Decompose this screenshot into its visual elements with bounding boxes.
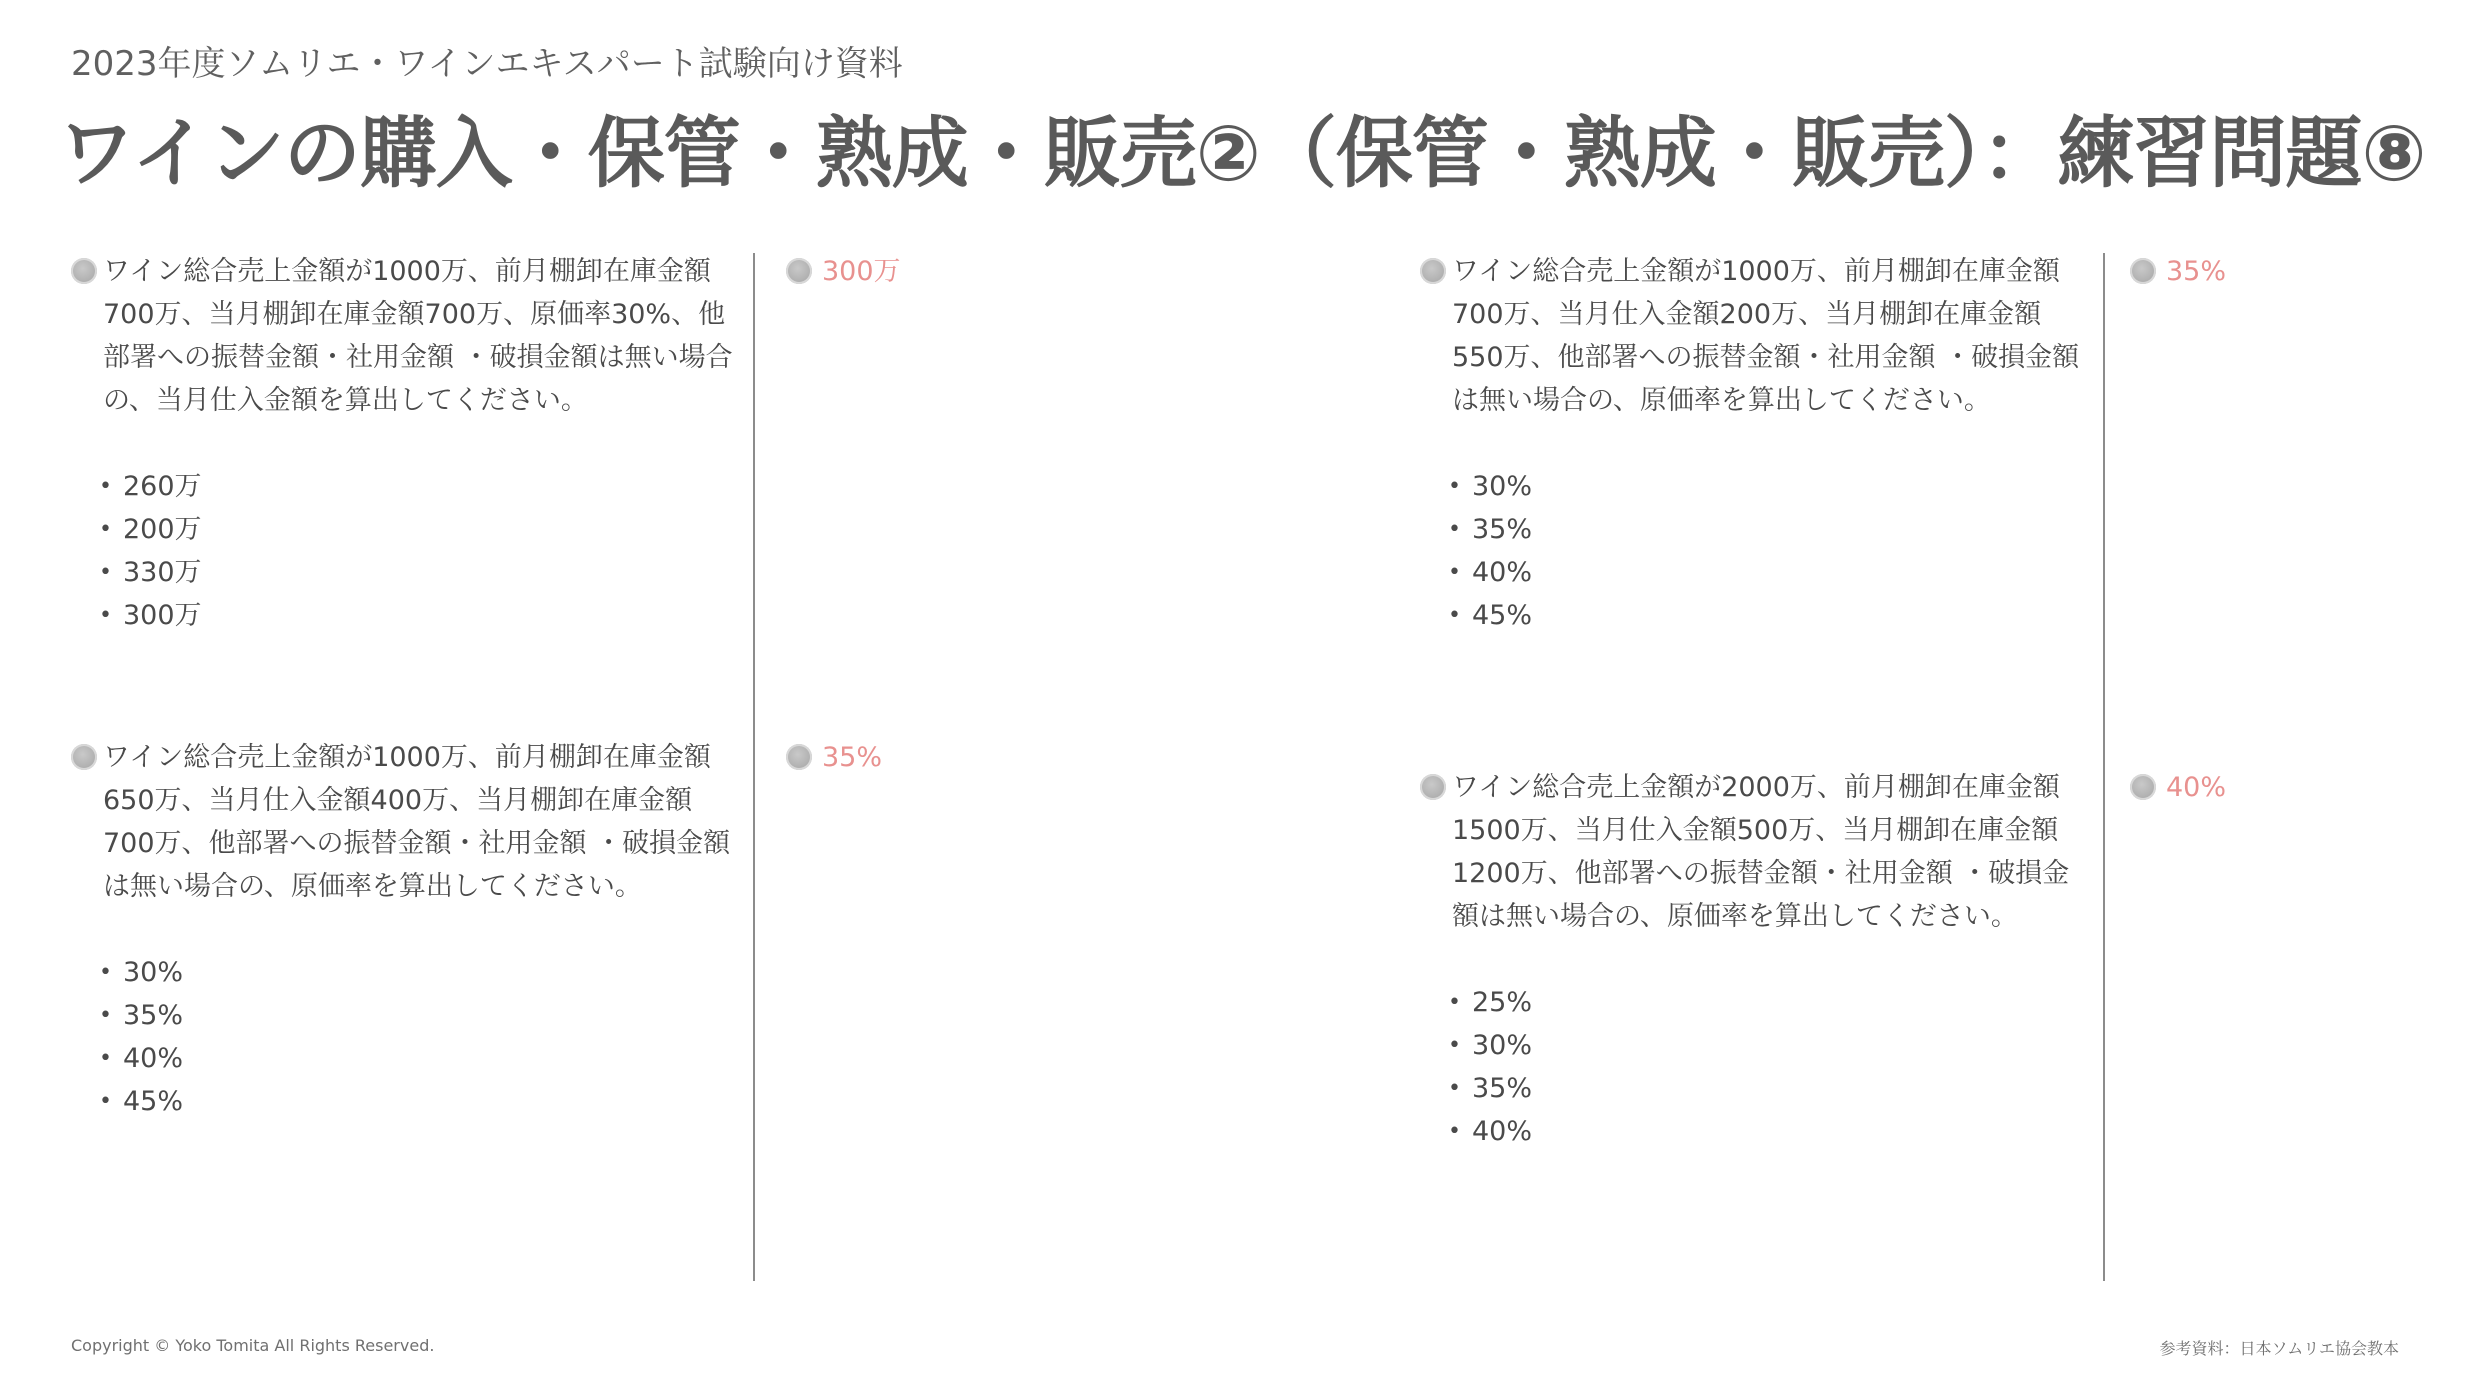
- option-item: • 30%: [1448, 465, 2092, 508]
- page-title: ワインの購入・保管・熟成・販売②（保管・熟成・販売）：練習問題⑧: [58, 110, 2426, 199]
- question-text: ワイン総合売上金額が1000万、前月棚卸在庫金額700万、当月棚卸在庫金額700万、原価率30%、他部署への振替金額・社用金額 ・破損金額は無い場合の、当月仕入金額を算出してください。: [103, 256, 733, 416]
- header-subtitle: 2023年度ソムリエ・ワインエキスパート試験向け資料: [71, 44, 903, 84]
- option-item: • 30%: [99, 951, 743, 994]
- circle-bullet-icon: [71, 258, 97, 284]
- answer-text: 35%: [822, 742, 883, 773]
- column-divider-left: [753, 253, 755, 1281]
- option-item: • 30%: [1448, 1024, 2092, 1067]
- option-item: • 35%: [1448, 1067, 2092, 1110]
- question-text: ワイン総合売上金額が1000万、前月棚卸在庫金額700万、当月仕入金額200万、当月棚卸在庫金額550万、他部署への振替金額・社用金額 ・破損金額は無い場合の、原価率を算出してください。: [1452, 256, 2080, 416]
- footer-reference: 参考資料：日本ソムリエ協会教本: [2159, 1339, 2399, 1358]
- question-card-3: [1420, 250, 2092, 637]
- option-item: • 200万: [99, 508, 743, 551]
- question-card-4: [1420, 766, 2092, 1153]
- circle-bullet-icon: [1420, 258, 1446, 284]
- options-list: [1420, 981, 2092, 1153]
- circle-bullet-icon: [1420, 774, 1446, 800]
- option-item: • 35%: [1448, 508, 2092, 551]
- answer-text: 300万: [822, 256, 901, 287]
- options-list: [71, 465, 743, 637]
- circle-bullet-icon: [786, 744, 812, 770]
- question-card-1: [71, 250, 743, 637]
- option-item: • 35%: [99, 994, 743, 1037]
- option-item: • 40%: [99, 1037, 743, 1080]
- question-text: ワイン総合売上金額が2000万、前月棚卸在庫金額1500万、当月仕入金額500万、当月棚卸在庫金額1200万、他部署への振替金額・社用金額 ・破損金額は無い場合の、原価率を算出してください。: [1452, 772, 2070, 932]
- answer-text: 35%: [2166, 256, 2227, 287]
- footer-copyright: Copyright © Yoko Tomita All Rights Reserved.: [71, 1336, 435, 1355]
- circle-bullet-icon: [2130, 258, 2156, 284]
- option-item: • 25%: [1448, 981, 2092, 1024]
- column-divider-right: [2103, 253, 2105, 1281]
- answer-2: [786, 736, 882, 779]
- options-list: [1420, 465, 2092, 637]
- circle-bullet-icon: [71, 744, 97, 770]
- circle-bullet-icon: [2130, 774, 2156, 800]
- question-card-2: [71, 736, 743, 1123]
- answer-1: [786, 250, 901, 293]
- option-item: • 40%: [1448, 1110, 2092, 1153]
- answer-4: [2130, 766, 2226, 809]
- option-item: • 260万: [99, 465, 743, 508]
- circle-bullet-icon: [786, 258, 812, 284]
- answer-text: 40%: [2166, 772, 2227, 803]
- options-list: [71, 951, 743, 1123]
- option-item: • 330万: [99, 551, 743, 594]
- option-item: • 45%: [1448, 594, 2092, 637]
- option-item: • 45%: [99, 1080, 743, 1123]
- option-item: • 40%: [1448, 551, 2092, 594]
- question-text: ワイン総合売上金額が1000万、前月棚卸在庫金額650万、当月仕入金額400万、当月棚卸在庫金額700万、他部署への振替金額・社用金額 ・破損金額は無い場合の、原価率を算出してください。: [103, 742, 731, 902]
- answer-3: [2130, 250, 2226, 293]
- option-item: • 300万: [99, 594, 743, 637]
